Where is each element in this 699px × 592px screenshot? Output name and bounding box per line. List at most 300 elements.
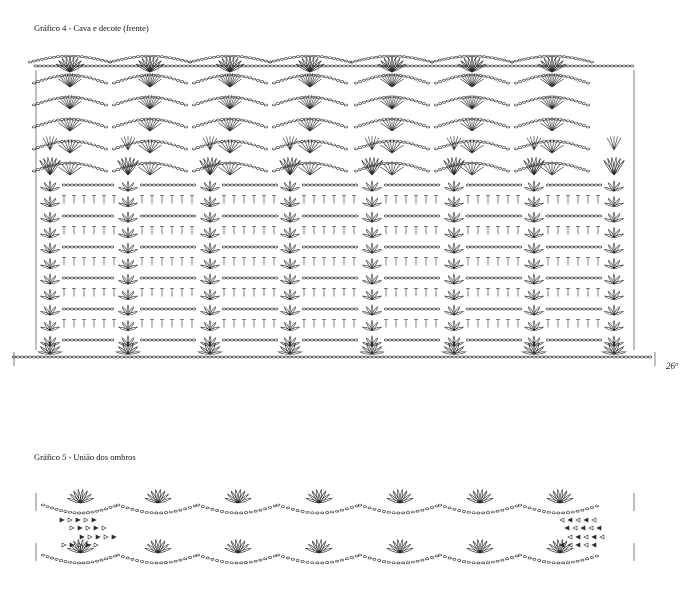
chain-stitch [424,308,427,310]
chain-stitch [234,339,237,341]
chain-stitch [264,60,267,62]
chain-stitch [234,184,237,186]
chain-stitch [198,65,201,67]
chain-stitch [50,65,53,67]
chain-stitch [526,122,529,124]
chain-stitch [66,246,69,248]
chain-stitch [291,558,294,560]
chain-stitch [498,123,501,125]
chain-stitch [490,99,493,101]
chain-stitch [538,509,541,511]
chain-stitch [169,511,172,513]
chain-stitch [578,145,581,147]
chain-stitch [224,356,227,358]
chain-stitch [211,508,214,510]
chain-stitch [362,65,365,67]
chain-stitch [156,215,159,217]
chart-4-row-label: 26ª [666,361,678,371]
chain-stitch [306,184,309,186]
chain-stitch [392,512,395,514]
chain-stitch [424,246,427,248]
chain-stitch [520,356,523,358]
chain-stitch [470,339,473,341]
chain-stitch [326,215,329,217]
chain-stitch [384,308,387,310]
chain-stitch [574,339,577,341]
chain-stitch [300,162,303,164]
chain-stitch [66,184,69,186]
chain-stitch [244,142,247,144]
chain-stitch [270,246,273,248]
chain-stitch [590,246,593,248]
open-arrow-marker [102,526,106,530]
chain-stitch [435,555,438,557]
chain-stitch [404,277,407,279]
chain-stitch [562,215,565,217]
chain-stitch [581,559,584,561]
chain-stitch [258,215,261,217]
chain-stitch [238,277,241,279]
chain-stitch [249,561,252,563]
chain-stitch [306,339,309,341]
fan-stitch [150,101,161,109]
chain-stitch [208,77,211,79]
chain-stitch [78,277,81,279]
chain-stitch [426,170,429,172]
chain-stitch [246,184,249,186]
chain-stitch [225,511,228,513]
chain-stitch [354,308,357,310]
chain-stitch [486,164,489,166]
chain-stitch [82,562,85,564]
chain-stitch [290,65,293,67]
chain-stitch [276,554,279,556]
chain-stitch [354,65,357,67]
chain-stitch [418,167,421,169]
chain-stitch [598,308,601,310]
chain-stitch [390,140,393,142]
chain-stitch [164,246,167,248]
chain-stitch [570,121,573,123]
chain-stitch [458,75,461,77]
chain-stitch [416,510,419,512]
chain-stitch [368,356,371,358]
chain-stitch [168,165,171,167]
chain-stitch [246,308,249,310]
fan-stitch [150,164,158,175]
chain-stitch [36,147,39,149]
chain-stitch [570,277,573,279]
chain-stitch [502,246,505,248]
chain-stitch [179,509,182,511]
chain-stitch [345,558,348,560]
chain-stitch [566,339,569,341]
chain-stitch [582,81,585,83]
chain-stitch [620,356,623,358]
chain-stitch [112,356,115,358]
chain-stitch [256,123,259,125]
chain-stitch [90,246,93,248]
chain-stitch [496,560,499,562]
chain-stitch [86,339,89,341]
chain-stitch [510,184,513,186]
chain-stitch [152,308,155,310]
chain-stitch [196,147,199,149]
puff-stitch [200,347,210,354]
chain-stitch [48,77,51,79]
chain-stitch [362,123,365,125]
chain-stitch [550,215,553,217]
chain-stitch [201,555,204,557]
chain-stitch [424,356,427,358]
chain-stitch [354,184,357,186]
chain-stitch [566,215,569,217]
chain-stitch [236,356,239,358]
chain-stitch [502,103,505,105]
chain-stitch [432,246,435,248]
chain-stitch [438,103,441,105]
chain-stitch [230,277,233,279]
chain-stitch [176,277,179,279]
fan-stitch [59,101,70,109]
chain-stitch [578,167,581,169]
chain-stitch [478,74,481,76]
chain-stitch [586,184,589,186]
chain-stitch [104,60,107,62]
chain-stitch [164,308,167,310]
chain-stitch [494,277,497,279]
chain-stitch [250,308,253,310]
fan-stitch [541,167,552,175]
chain-stitch [350,339,353,341]
chain-stitch [402,562,405,564]
fan-stitch [286,136,290,150]
chain-stitch [266,308,269,310]
chain-stitch [336,123,339,125]
chain-stitch [546,246,549,248]
chain-stitch [82,277,85,279]
chain-stitch [148,215,151,217]
chain-stitch [550,277,553,279]
chain-stitch [502,339,505,341]
chain-stitch [547,561,550,563]
chain-stitch [170,65,173,67]
chain-stitch [306,511,309,513]
chain-stitch [582,147,585,149]
chain-stitch [502,308,505,310]
chain-stitch [394,55,397,57]
chain-stitch [156,118,159,120]
chain-stitch [582,125,585,127]
chain-stitch [518,339,521,341]
chain-stitch [530,121,533,123]
chain-stitch [80,56,83,58]
chain-stitch [216,56,219,58]
chain-stitch [582,103,585,105]
chain-stitch [258,308,261,310]
chain-stitch [388,356,391,358]
chain-stitch [334,215,337,217]
chain-stitch [358,81,361,83]
chain-stitch [482,75,485,77]
chain-stitch [434,60,437,62]
chain-stitch [552,356,555,358]
chain-stitch [40,356,43,358]
chain-stitch [248,121,251,123]
chain-stitch [90,184,93,186]
chain-stitch [340,169,343,171]
chain-stitch [558,162,561,164]
chain-stitch [56,75,59,77]
chain-stitch [256,145,259,147]
chain-stitch [574,57,577,59]
filled-arrow-marker [80,535,84,539]
chain-stitch [196,103,199,105]
chain-stitch [410,143,413,145]
chain-stitch [458,56,461,58]
chain-stitch [160,512,163,514]
chain-stitch [416,215,419,217]
chain-stitch [240,56,243,58]
chain-stitch [414,100,417,102]
chain-stitch [400,215,403,217]
chain-stitch [518,169,521,171]
chain-stitch [388,339,391,341]
chain-stitch [466,184,469,186]
chain-stitch [557,562,560,564]
chain-stitch [44,57,47,59]
chain-stitch [450,65,453,67]
chain-stitch [510,308,513,310]
chain-stitch [558,74,561,76]
chain-stitch [188,556,191,558]
chain-stitch [334,65,337,67]
chain-stitch [412,308,415,310]
chain-stitch [284,78,287,80]
chain-stitch [226,215,229,217]
chain-stitch [358,103,361,105]
chain-stitch [432,215,435,217]
chain-stitch [438,504,441,506]
fan-stitch [614,136,618,150]
chain-stitch [77,562,80,564]
chain-stitch [184,277,187,279]
chain-stitch [582,277,585,279]
chain-stitch [56,119,59,121]
chain-stitch [582,184,585,186]
chain-stitch [40,58,43,60]
chain-stitch [574,122,577,124]
chain-stitch [502,184,505,186]
chain-stitch [188,61,191,63]
chain-stitch [328,165,331,167]
fan-stitch [472,167,483,175]
chain-stitch [398,140,401,142]
chain-stitch [362,167,365,169]
chain-stitch [542,140,545,142]
chain-stitch [66,215,69,217]
chain-stitch [288,77,291,79]
chain-stitch [566,562,569,564]
chain-stitch [350,61,353,63]
chain-stitch [418,65,421,67]
chain-stitch [160,562,163,564]
chain-stitch [64,560,67,562]
chain-stitch [320,119,323,121]
chain-stitch [538,75,541,77]
chain-stitch [370,121,373,123]
chain-stitch [132,98,135,100]
chain-stitch [32,104,35,106]
chain-stitch [260,125,263,127]
chain-stitch [428,277,431,279]
chain-stitch [416,246,419,248]
chain-stitch [594,215,597,217]
chain-stitch [128,99,131,101]
chain-stitch [192,82,195,84]
open-arrow-marker [589,526,593,530]
chain-stitch [386,55,389,57]
chain-stitch [544,356,547,358]
chain-stitch [402,97,405,99]
chain-stitch [250,277,253,279]
chain-stitch [506,184,509,186]
chain-stitch [374,65,377,67]
chain-stitch [259,559,262,561]
chain-stitch [260,103,263,105]
chain-stitch [168,356,171,358]
chain-stitch [614,65,617,67]
chain-stitch [274,246,277,248]
chain-stitch [338,184,341,186]
chain-stitch [184,558,187,560]
chain-stitch [238,184,241,186]
chain-stitch [64,55,67,57]
chain-stitch [578,65,581,67]
puff-stitch [210,347,220,354]
chain-stitch [286,65,289,67]
chain-stitch [526,100,529,102]
chain-stitch [96,101,99,103]
chain-stitch [510,277,513,279]
chain-stitch [558,246,561,248]
chain-stitch [262,339,265,341]
chain-stitch [252,122,255,124]
chain-stitch [100,169,103,171]
chain-stitch [467,561,470,563]
chain-stitch [172,277,175,279]
chain-stitch [462,118,465,120]
chain-stitch [80,163,83,165]
chain-stitch [68,561,71,563]
chain-stitch [276,59,279,61]
chain-stitch [382,55,385,57]
chain-stitch [490,165,493,167]
chain-stitch [160,308,163,310]
chain-stitch [321,512,324,514]
chain-stitch [258,246,261,248]
chain-stitch [40,123,43,125]
chain-stitch [274,308,277,310]
chain-stitch [302,339,305,341]
chain-stitch [268,506,271,508]
chain-stitch [74,184,77,186]
chain-stitch [204,122,207,124]
chain-stitch [230,215,233,217]
chain-stitch [124,356,127,358]
chain-stitch [606,65,609,67]
chain-stitch [426,508,429,510]
chain-stitch [200,79,203,81]
chain-stitch [276,147,279,149]
chain-stitch [406,120,409,122]
chain-stitch [300,74,303,76]
fan-stitch [310,101,321,109]
fan-stitch [365,138,372,150]
fan-stitch [392,167,403,175]
fan-stitch [384,164,392,175]
chain-stitch [594,339,597,341]
chain-stitch [250,215,253,217]
chain-stitch [454,65,457,67]
chain-stitch [424,184,427,186]
chain-stitch [48,57,51,59]
chain-stitch [76,140,79,142]
chain-stitch [408,184,411,186]
fan-stitch [472,101,483,109]
chain-stitch [100,125,103,127]
chain-stitch [44,122,47,124]
chain-stitch [272,104,275,106]
chain-stitch [510,556,513,558]
chain-stitch [288,99,291,101]
chain-stitch [595,505,598,507]
chain-stitch [62,339,65,341]
fan-stitch [310,167,321,175]
chain-stitch [192,215,195,217]
chain-stitch [350,556,353,558]
chain-stitch [340,356,343,358]
chain-stitch [530,57,533,59]
chain-stitch [92,166,95,168]
chain-stitch [316,140,319,142]
chain-stitch [416,356,419,358]
chain-stitch [274,215,277,217]
chain-stitch [80,141,83,143]
chain-stitch [91,511,94,513]
chain-stitch [498,167,501,169]
chain-stitch [346,339,349,341]
chain-stitch [242,277,245,279]
chain-stitch [482,277,485,279]
chain-stitch [192,277,195,279]
chain-stitch [331,511,334,513]
chain-stitch [316,55,319,57]
chain-stitch [222,277,225,279]
chain-stitch [478,140,481,142]
chain-stitch [330,308,333,310]
chain-stitch [510,246,513,248]
chain-stitch [188,506,191,508]
chain-stitch [236,55,239,57]
chain-stitch [442,65,445,67]
chain-stitch [574,215,577,217]
chain-stitch [404,356,407,358]
chain-stitch [121,555,124,557]
chain-stitch [208,99,211,101]
chain-stitch [172,144,175,146]
chain-stitch [150,512,153,514]
